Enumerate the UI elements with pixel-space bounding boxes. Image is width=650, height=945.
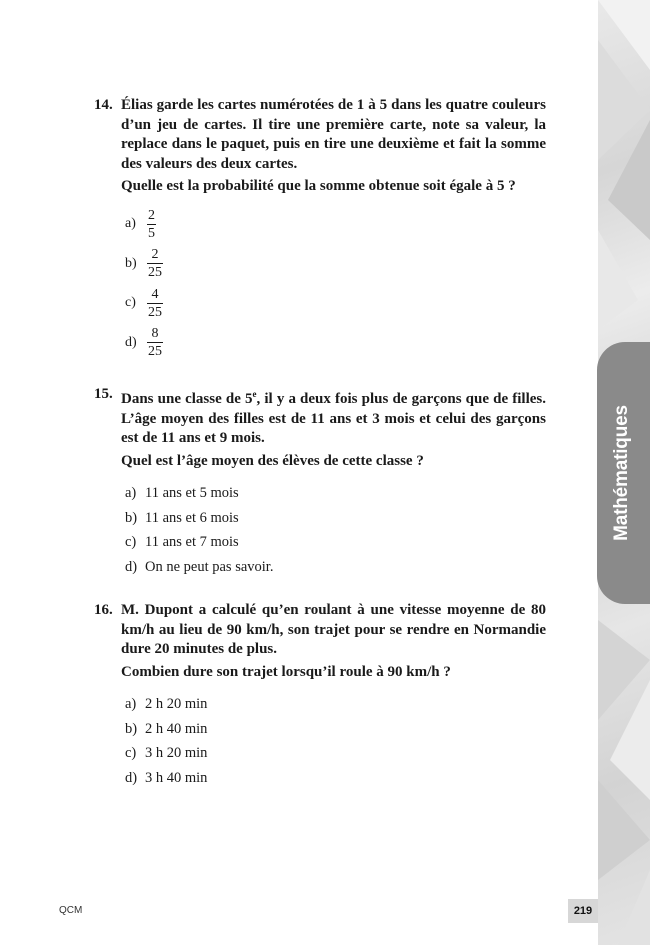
- fraction: [147, 247, 163, 280]
- answer-text: 2 h 40 min: [145, 720, 208, 737]
- answer-letter: d): [125, 558, 138, 575]
- answer-option-a[interactable]: [125, 205, 546, 245]
- answer-letter: d): [125, 769, 138, 786]
- answer-option-a[interactable]: [125, 692, 546, 717]
- answer-letter: d): [125, 334, 137, 350]
- answer-option-a[interactable]: [125, 481, 546, 506]
- answer-letter: a): [125, 485, 137, 501]
- answer-text: 3 h 20 min: [145, 745, 208, 761]
- question-number: 15.: [94, 386, 113, 402]
- answer-option-b[interactable]: [125, 506, 546, 531]
- fraction: [147, 208, 156, 241]
- answer-option-d[interactable]: [125, 555, 546, 580]
- question-15-header: [94, 385, 546, 471]
- page-number: 219: [568, 899, 598, 923]
- fraction-denominator: 5: [148, 225, 155, 241]
- fraction-numerator: 2: [151, 247, 159, 263]
- question-text: [121, 385, 546, 449]
- answer-letter: c): [125, 534, 137, 550]
- question-text-start: Dans une classe de 5: [121, 391, 253, 407]
- answer-list: [125, 692, 546, 790]
- answer-option-c[interactable]: [125, 530, 546, 555]
- answer-letter: c): [125, 745, 137, 761]
- section-tab-label: Mathématiques: [611, 405, 632, 541]
- answer-list: [125, 205, 546, 363]
- fraction-denominator: 25: [148, 265, 162, 281]
- answer-text: 11 ans et 7 mois: [145, 534, 239, 550]
- answer-option-d[interactable]: [125, 766, 546, 791]
- question-text-end: , il y a deux fois plus de garçons que de filles. L’âge moyen des filles est de 11 ans et 3 mois et celui des garçons est de 11 ans et 9 mois.: [121, 391, 547, 446]
- fraction-numerator: 4: [151, 286, 159, 302]
- answer-text: 11 ans et 6 mois: [145, 509, 239, 526]
- question-15: [94, 385, 546, 579]
- ordinal-superscript: e: [252, 389, 257, 399]
- fraction: [147, 287, 163, 320]
- fraction: [147, 326, 163, 359]
- question-text: M. Dupont a calculé qu’en roulant à une vitesse moyenne de 80 km/h au lieu de 90 km/h, son trajet pour se rendre en Normandie dure 20 minutes de plus.: [121, 602, 546, 657]
- question-number: 16.: [94, 602, 113, 618]
- question-14: [94, 96, 546, 363]
- answer-letter: b): [125, 509, 138, 526]
- question-14-header: [94, 96, 546, 197]
- question-text: Élias garde les cartes numérotées de 1 à 5 dans les quatre couleurs d’un jeu de cartes. Il tire une première carte, note sa valeur, la replace dans le paquet, puis en tire une deuxième et fait la somme des valeurs des deux cartes.: [121, 97, 546, 172]
- answer-letter: b): [125, 720, 138, 737]
- answer-option-c[interactable]: [125, 284, 546, 324]
- fraction-numerator: 2: [148, 207, 155, 223]
- answer-option-c[interactable]: [125, 741, 546, 766]
- question-number: 14.: [94, 97, 113, 113]
- question-prompt: Quel est l’âge moyen des élèves de cette classe ?: [121, 452, 424, 469]
- fraction-numerator: 8: [151, 326, 159, 342]
- answer-letter: a): [125, 216, 136, 232]
- answer-option-d[interactable]: [125, 323, 546, 363]
- footer-section-label: QCM: [59, 905, 83, 916]
- answer-option-b[interactable]: [125, 244, 546, 284]
- answer-letter: c): [125, 295, 136, 311]
- answer-list: [125, 481, 546, 579]
- fraction-denominator: 25: [148, 344, 162, 360]
- answer-letter: a): [125, 696, 137, 712]
- answer-letter: b): [125, 255, 137, 271]
- answer-text: 3 h 40 min: [145, 769, 208, 786]
- answer-text: On ne peut pas savoir.: [145, 558, 274, 575]
- answer-text: 2 h 20 min: [145, 696, 208, 712]
- answer-text: 11 ans et 5 mois: [145, 485, 239, 501]
- answer-option-b[interactable]: [125, 717, 546, 742]
- question-prompt: Quelle est la probabilité que la somme obtenue soit égale à 5 ?: [121, 178, 516, 194]
- question-prompt: Combien dure son trajet lorsqu’il roule à 90 km/h ?: [121, 663, 451, 680]
- question-16-header: [94, 601, 546, 682]
- question-16: [94, 601, 546, 790]
- fraction-denominator: 25: [148, 304, 162, 320]
